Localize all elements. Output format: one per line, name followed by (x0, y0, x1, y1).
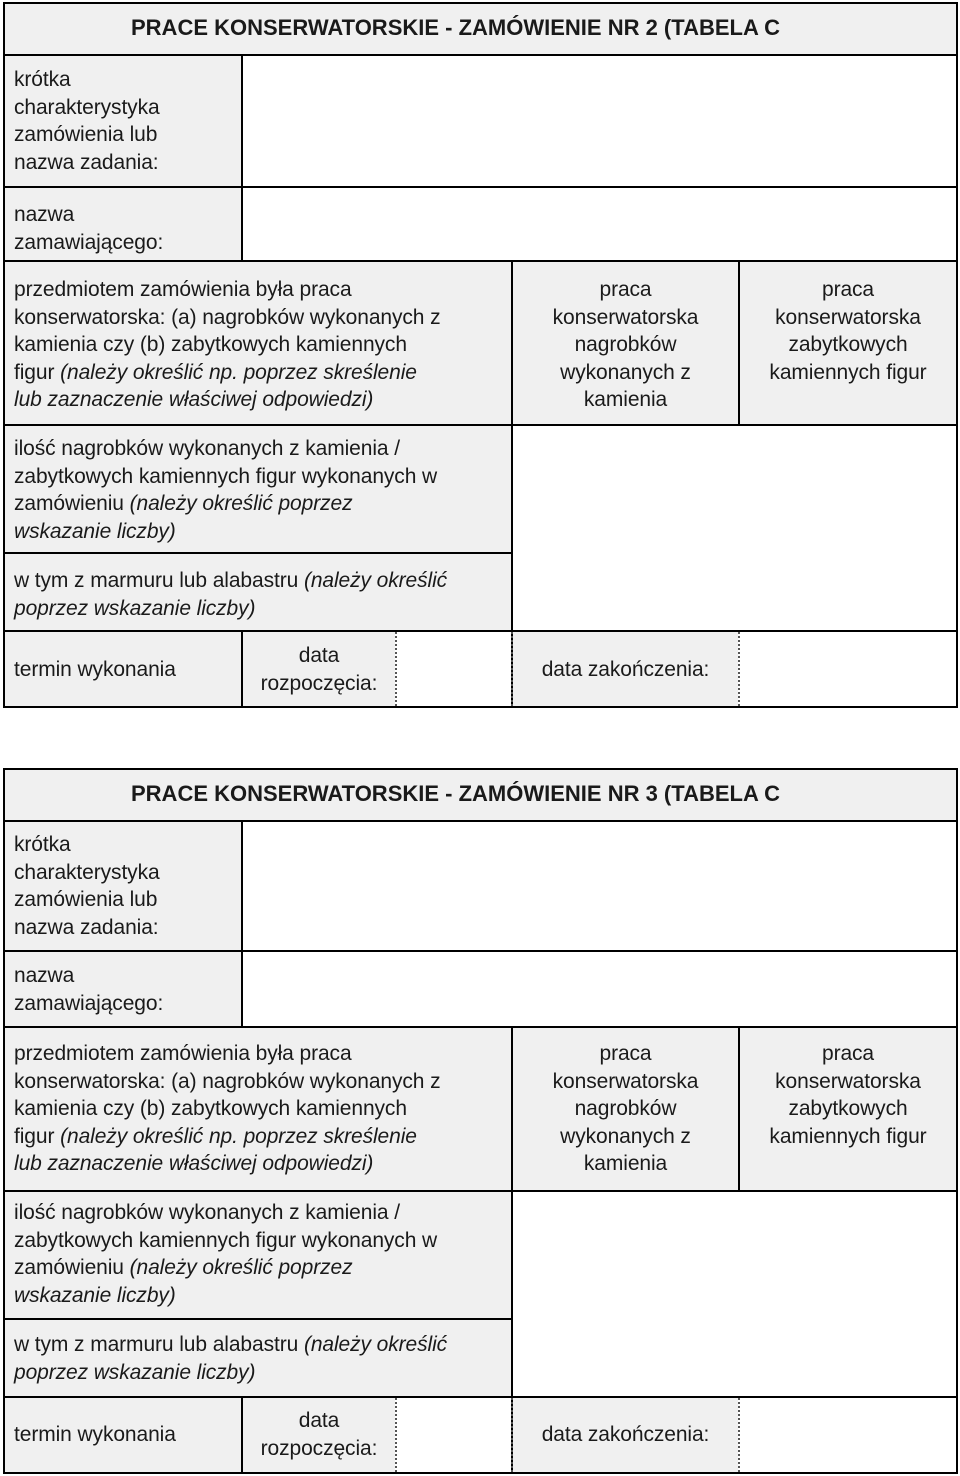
form-title: PRACE KONSERWATORSKIE - ZAMÓWIENIE NR 3 (TABELA C (131, 781, 781, 806)
marble-label: w tym z marmuru lub alabastru (należy określić poprzez wskazanie liczby) (14, 1333, 448, 1384)
option-a-label: praca konserwatorska nagrobków wykonanych z kamienia (552, 278, 699, 411)
end-date-label: data zakończenia: (541, 1423, 710, 1446)
form-title: PRACE KONSERWATORSKIE - ZAMÓWIENIE NR 2 (TABELA C (131, 15, 781, 40)
start-date-label: data rozpoczęcia: (260, 644, 378, 695)
option-b-label: praca konserwatorska zabytkowych kamiennych figur (769, 278, 927, 384)
short-label: krótka charakterystyka zamówienia lub nazwa zadania: (14, 833, 160, 939)
subject-label: przedmiotem zamówienia była praca konserwatorska: (a) nagrobków wykonanych z kamienia czy (b) zabytkowych kamiennych figur (należy określić np. poprzez skreślenie lub zaznaczenie właściwej odpowiedzi) (14, 278, 441, 411)
start-date-field[interactable] (397, 1398, 511, 1472)
order-form-2 (3, 2, 956, 706)
orderer-label: nazwa zamawiającego: (14, 964, 164, 1015)
quantity-label: ilość nagrobków wykonanych z kamienia / zabytkowych kamiennych figur wykonanych w zamówieniu (należy określić poprzez wskazanie liczby) (14, 1201, 438, 1307)
short-description-field[interactable] (243, 56, 956, 186)
option-a-label: praca konserwatorska nagrobków wykonanych z kamienia (552, 1042, 699, 1175)
quantity-label: ilość nagrobków wykonanych z kamienia / zabytkowych kamiennych figur wykonanych w zamówieniu (należy określić poprzez wskazanie liczby) (14, 437, 438, 543)
short-description-field[interactable] (243, 822, 956, 950)
order-form-3 (3, 768, 956, 1472)
end-date-field[interactable] (740, 632, 956, 706)
end-date-label: data zakończenia: (541, 658, 710, 681)
option-b-quantity-field[interactable] (740, 1192, 956, 1396)
orderer-name-field[interactable] (243, 952, 956, 1026)
orderer-name-field[interactable] (243, 188, 956, 260)
start-date-field[interactable] (397, 632, 511, 706)
option-b-label: praca konserwatorska zabytkowych kamiennych figur (769, 1042, 927, 1148)
option-a-quantity-field[interactable] (513, 1192, 738, 1396)
start-date-label: data rozpoczęcia: (260, 1409, 378, 1460)
option-a-quantity-field[interactable] (513, 426, 738, 630)
subject-label: przedmiotem zamówienia była praca konserwatorska: (a) nagrobków wykonanych z kamienia czy (b) zabytkowych kamiennych figur (należy określić np. poprzez skreślenie lub zaznaczenie właściwej odpowiedzi) (14, 1042, 441, 1175)
deadline-label: termin wykonania (14, 658, 176, 681)
deadline-label: termin wykonania (14, 1423, 176, 1446)
marble-label: w tym z marmuru lub alabastru (należy określić poprzez wskazanie liczby) (14, 569, 448, 620)
short-label: krótka charakterystyka zamówienia lub nazwa zadania: (14, 68, 160, 174)
option-b-quantity-field[interactable] (740, 426, 956, 630)
end-date-field[interactable] (740, 1398, 956, 1472)
orderer-label: nazwa zamawiającego: (14, 203, 164, 254)
